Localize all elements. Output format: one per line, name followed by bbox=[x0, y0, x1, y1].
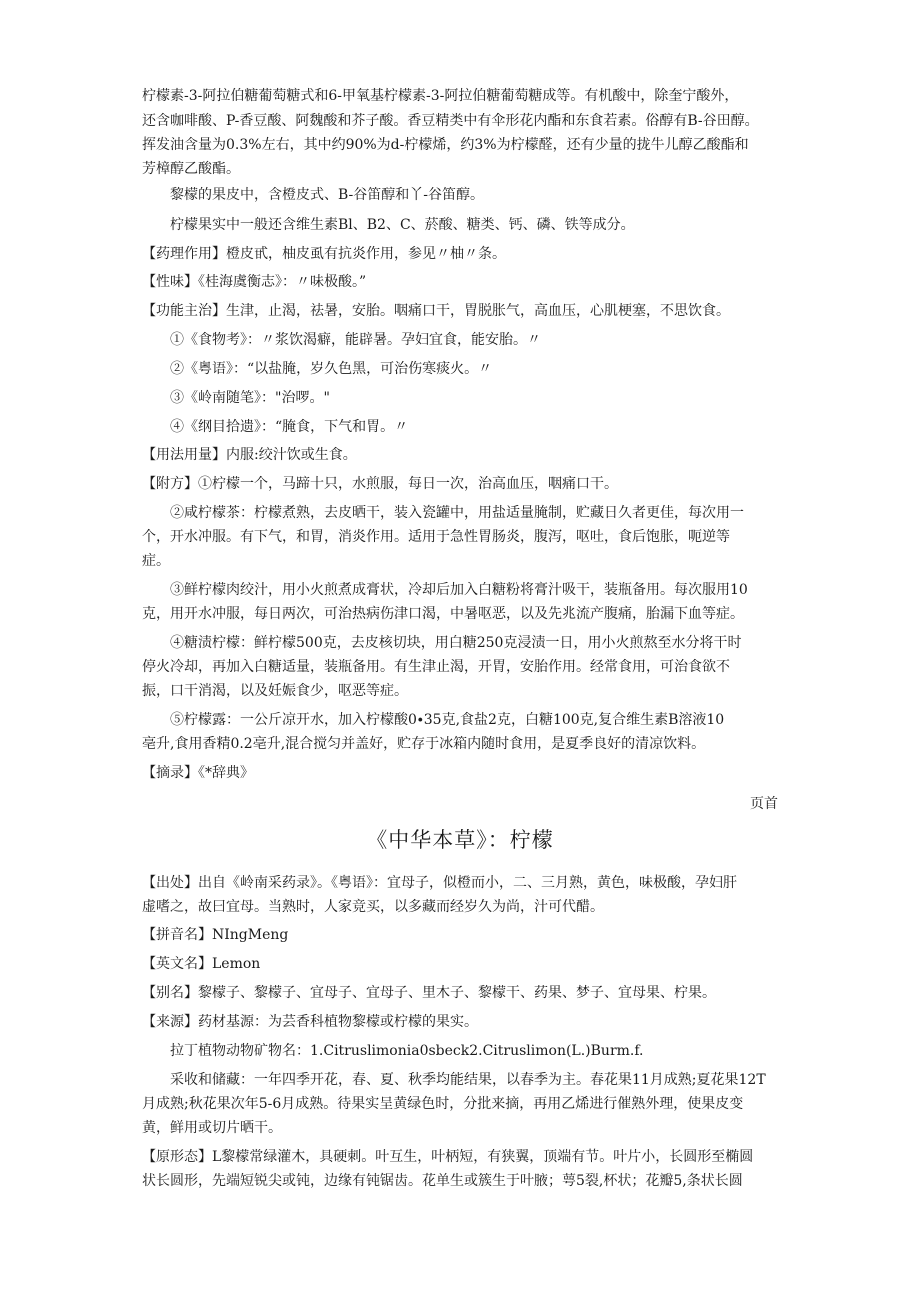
text-line: 虚嗜之，故曰宜母。当熟时，人家竞买，以多藏而经岁久为尚，汁可代醋。 bbox=[142, 899, 604, 915]
text-line: 振，口干消渴，以及妊娠食少，呕恶等症。 bbox=[142, 683, 408, 699]
section-heading-prescriptions: 【附方】①柠檬一个，马蹄十只，水煎服，每日一次，治高血压，咽痛口干。 bbox=[142, 476, 618, 492]
text-line: 个，开水冲服。有下气，和胃，消炎作用。适用于急性胃肠炎，腹泻，呕吐，食后饱胀，呃逆等 bbox=[142, 529, 730, 545]
section-heading-taste: 【性味】《桂海虞衡志》：〃味极酸。” bbox=[142, 274, 367, 290]
section-heading-aliases: 【别名】黎檬子、黎檬子、宜母子、宜母子、里木子、黎檬干、药果、梦子、宜母果、柠果。 bbox=[142, 985, 716, 1001]
page-top-link[interactable]: 页首 bbox=[750, 796, 778, 812]
text-line: 柠檬素-3-阿拉伯糖葡萄糖式和6-甲氧基柠檬素-3-阿拉伯糖葡萄糖成等。有机酸中，除奎宁酸外， bbox=[142, 88, 739, 104]
text-line: ③鲜柠檬肉绞汁，用小火煎煮成膏状，冷却后加入白糖粉将膏汁吸干，装瓶备用。每次服用10 bbox=[170, 582, 748, 598]
section-heading-excerpt: 【摘录】《*辞典》 bbox=[142, 765, 254, 781]
text-line: ⑤柠檬露：一公斤凉开水，加入柠檬酸0∙35克,食盐2克，白糖100克,复合维生素B溶液10 bbox=[170, 712, 725, 728]
text-line: 停火冷却，再加入白糖适量，装瓶备用。有生津止渴，开胃，安胎作用。经常食用，可治食欲不 bbox=[142, 659, 730, 675]
citation-item: ③《岭南随笔》："治啰。" bbox=[170, 390, 330, 406]
citation-item: ②《粤语》：“以盐腌，岁久色黑，可治伤寒痰火。〃 bbox=[170, 361, 493, 377]
section-heading-pinyin: 【拼音名】NIngMeng bbox=[142, 927, 289, 943]
text-line: 黎檬的果皮中，含橙皮式、B-谷笛醇和丫-谷笛醇。 bbox=[170, 187, 485, 203]
page-title: 《中华本草》：柠檬 bbox=[366, 828, 554, 852]
section-heading-usage: 【用法用量】内服:绞汁饮或生食。 bbox=[142, 447, 357, 463]
section-heading-source: 【出处】出自《岭南采药录》。《粤语》：宜母子，似橙而小，二、三月熟，黄色，味极酸，孕妇肝 bbox=[142, 875, 737, 891]
text-line: 柠檬果实中一般还含维生素Bl、B2、C、菸酸、糖类、钙、磷、铁等成分。 bbox=[170, 217, 635, 233]
text-line: 亳升,食用香精0.2亳升,混合搅匀并盖好，贮存于冰箱内随时食用，是夏季良好的清凉饮料。 bbox=[142, 736, 706, 752]
text-line: 挥发油含量为0.3%左右，其中约90%为d-柠檬烯，约3%为柠檬醛，还有少量的拢牛儿醇乙酸酯和 bbox=[142, 137, 749, 153]
text-line: ②咸柠檬茶：柠檬煮熟，去皮晒干，装入瓷罐中，用盐适量腌制，贮藏日久者更佳，每次用一 bbox=[170, 505, 744, 521]
text-line: 芳樟醇乙酸酯。 bbox=[142, 161, 240, 177]
citation-item: ①《食物考》：〃浆饮渴癖，能辟暑。孕妇宜食，能安胎。〃 bbox=[170, 332, 541, 348]
text-line: 还含咖啡酸、P-香豆酸、阿魏酸和芥子酸。香豆精类中有伞形花内酯和东食若素。俗醇有B-谷田醇。 bbox=[142, 113, 759, 129]
section-heading-pharmacology: 【药理作用】橙皮甙，柚皮虱有抗炎作用，参见〃柚〃条。 bbox=[142, 246, 506, 262]
text-line: 克，用开水冲服，每日两次，可治热病伤津口渴，中暑呕恶，以及先兆流产腹痛，胎漏下血等症。 bbox=[142, 606, 744, 622]
section-heading-english: 【英文名】Lemon bbox=[142, 956, 261, 972]
text-line: 采收和储藏：一年四季开花，春、夏、秋季均能结果，以春季为主。春花果11月成熟;夏花果12T bbox=[170, 1072, 766, 1088]
citation-item: ④《纲目拾遗》：“腌食，下气和胃。〃 bbox=[170, 419, 409, 435]
text-line: 黄，鲜用或切片晒干。 bbox=[142, 1120, 282, 1136]
text-line: ④糖渍柠檬：鲜柠檬500克，去皮核切块，用白糖250克浸渍一日，用小火煎熬至水分将干时 bbox=[170, 635, 742, 651]
section-heading-morphology: 【原形态】L黎檬常绿灌木，具硬刺。叶互生，叶柄短，有狭翼，顶端有节。叶片小，长圆形至椭圆 bbox=[142, 1149, 754, 1165]
section-heading-function: 【功能主治】生津，止渴，祛暑，安胎。咽痛口干，胃脱胀气，高血压，心肌梗塞，不思饮食。 bbox=[142, 303, 730, 319]
text-line: 状长圆形，先端短锐尖或钝，边缘有钝锯齿。花单生或簇生于叶腋；萼5裂,杯状；花瓣5,条状长圆 bbox=[142, 1173, 743, 1189]
text-line: 拉丁植物动物矿物名：1.Citruslimonia0sbeck2.Citruslimon(L.)Burm.f. bbox=[170, 1043, 644, 1059]
section-heading-origin: 【来源】药材基源：为芸香科植物黎檬或柠檬的果实。 bbox=[142, 1014, 478, 1030]
text-line: 月成熟;秋花果次年5-6月成熟。待果实呈黄绿色时，分批来摘，再用乙烯进行催熟外理，使果皮变 bbox=[142, 1096, 744, 1112]
text-line: 症。 bbox=[142, 553, 170, 569]
